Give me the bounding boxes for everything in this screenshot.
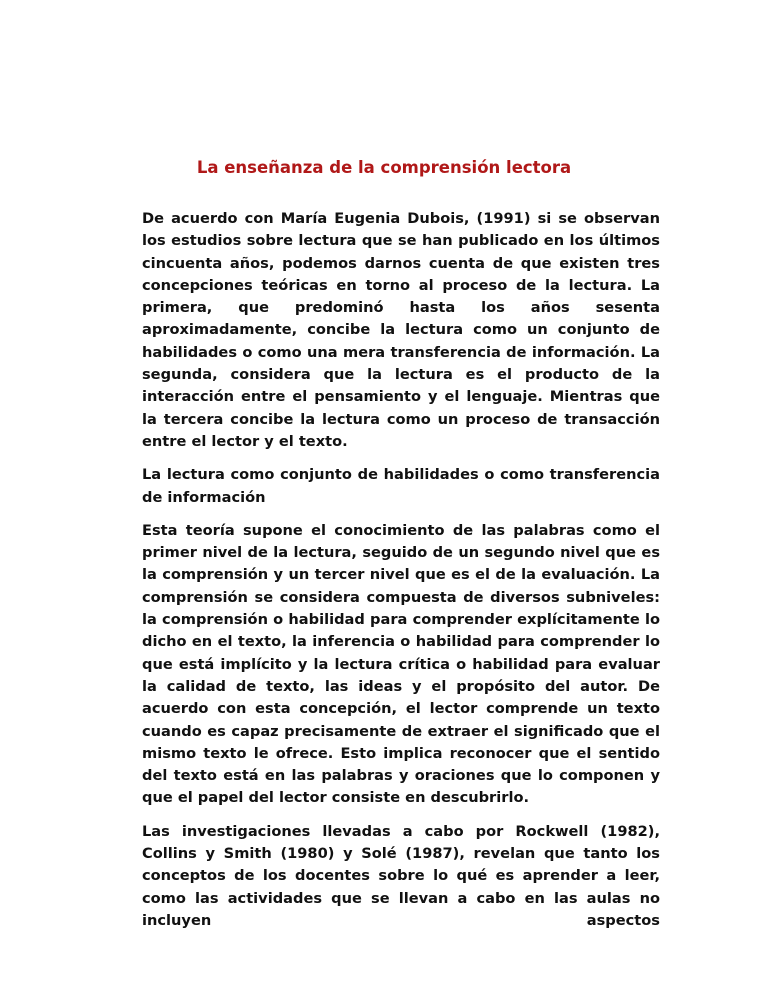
document-body [142,208,660,943]
paragraph-intro: De acuerdo con María Eugenia Dubois, (1991) si se observan los estudios sobre lectura que se han publicado en los últimos cincuenta años, podemos darnos cuenta de que existen tres concepciones teóricas en torno al proceso de la lectura. La primera, que predominó hasta los años sesenta aproximadamente, concibe la lectura como un conjunto de habilidades o como una mera transferencia de información. La segunda, considera que la lectura es el producto de la interacción entre el pensamiento y el lenguaje. Mientras que la tercera concibe la lectura como un proceso de transacción entre el lector y el texto. [142,210,660,450]
section-heading: La lectura como conjunto de habilidades o como transferencia de información [142,466,660,506]
paragraph-research: Las investigaciones llevadas a cabo por Rockwell (1982), Collins y Smith (1980) y Solé (1987), revelan que tanto los conceptos de los docentes sobre lo qué es aprender a leer, como las actividades que se llevan a cabo en las aulas no incluyen aspectos [142,822,660,929]
paragraph-theory: Esta teoría supone el conocimiento de las palabras como el primer nivel de la lectura, seguido de un segundo nivel que es la comprensión y un tercer nivel que es el de la evaluación. La comprensión se considera compuesta de diversos subniveles: la comprensión o habilidad para comprender explícitamente lo dicho en el texto, la inferencia o habilidad para comprender lo que está implícito y la lectura crítica o habilidad para evaluar la calidad de texto, las ideas y el propósito del autor. De acuerdo con esta concepción, el lector comprende un texto cuando es capaz precisamente de extraer el significado que el mismo texto le ofrece. Esto implica reconocer que el sentido del texto está en las palabras y oraciones que lo componen y que el papel del lector consiste en descubrirlo. [142,521,660,807]
document-title: La enseñanza de la comprensión lectora [196,158,572,177]
